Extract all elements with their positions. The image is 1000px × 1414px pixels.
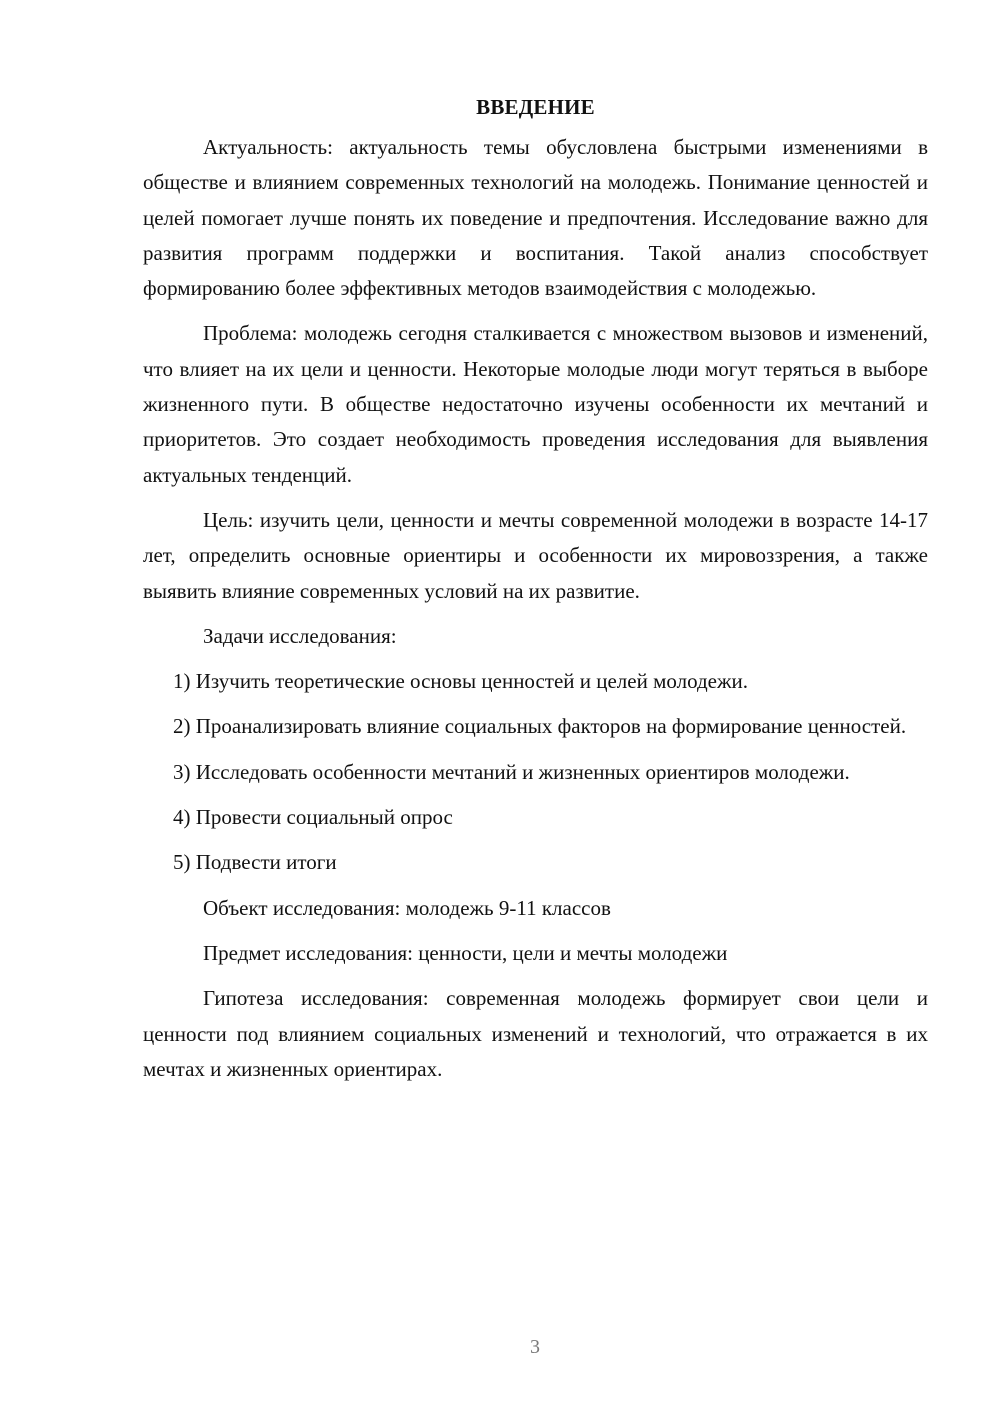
page-number: 3 bbox=[530, 1336, 540, 1358]
task-item: 1) Изучить теоретические основы ценностей и целей молодежи. bbox=[173, 669, 748, 694]
research-object: Объект исследования: молодежь 9-11 классов bbox=[203, 895, 611, 920]
section-title: ВВЕДЕНИЕ bbox=[476, 95, 595, 119]
research-subject: Предмет исследования: ценности, цели и мечты молодежи bbox=[203, 940, 728, 965]
hypothesis-paragraph: Гипотеза исследования: современная молодежь формирует свои цели и ценности под влиянием социальных изменений и технологий, что отражается в их мечтах и жизненных ориентирах. bbox=[143, 986, 928, 1081]
relevance-paragraph: Актуальность: актуальность темы обусловлена быстрыми изменениями в обществе и влиянием современных технологий на молодежь. Понимание ценностей и целей помогает лучше понять их поведение и предпочтения. Исследование важно для развития программ поддержки и воспитания. Такой анализ способствует формированию более эффективных методов взаимодействия с молодежью. bbox=[143, 135, 928, 301]
document-page bbox=[143, 92, 928, 1097]
tasks-heading: Задачи исследования: bbox=[203, 623, 397, 648]
task-item: 5) Подвести итоги bbox=[173, 850, 337, 875]
task-item: 2) Проанализировать влияние социальных факторов на формирование ценностей. bbox=[173, 714, 907, 739]
task-item: 3) Исследовать особенности мечтаний и жизненных ориентиров молодежи. bbox=[173, 759, 850, 784]
tasks-list bbox=[143, 664, 928, 880]
task-item: 4) Провести социальный опрос bbox=[173, 805, 453, 830]
goal-paragraph: Цель: изучить цели, ценности и мечты современной молодежи в возрасте 14-17 лет, определить основные ориентиры и особенности их мировоззрения, а также выявить влияние современных условий на их развитие. bbox=[143, 507, 928, 603]
problem-paragraph: Проблема: молодежь сегодня сталкивается с множеством вызовов и изменений, что влияет на их цели и ценности. Некоторые молодые люди могут теряться в выборе жизненного пути. В обществе недостаточно изучены особенности их мечтаний и приоритетов. Это создает необходимость проведения исследования для выявления актуальных тенденций. bbox=[143, 321, 928, 487]
